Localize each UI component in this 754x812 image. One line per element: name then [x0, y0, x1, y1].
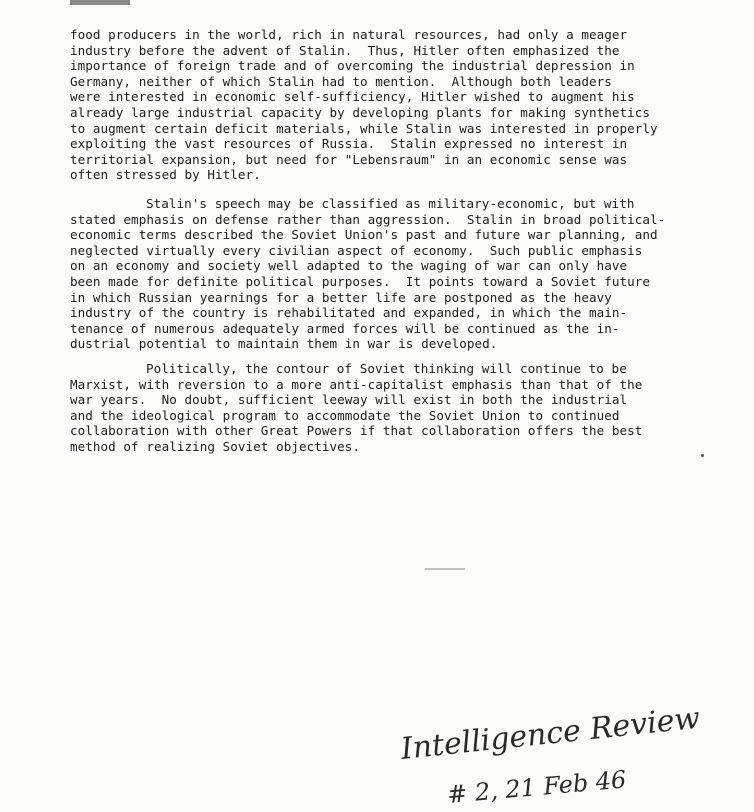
- text-line: stated emphasis on defense rather than aggression. Stalin in broad political-: [70, 211, 666, 227]
- ink-speck: [701, 454, 704, 457]
- text-line: often stressed by Hitler.: [70, 167, 261, 183]
- text-line: industry before the advent of Stalin. Thus, Hitler often emphasized the: [70, 42, 620, 58]
- cropped-text-fragment: [70, 0, 130, 5]
- text-line: war years. No doubt, sufficient leeway will exist in both the industrial: [70, 392, 628, 408]
- text-line: on an economy and society well adapted to the waging of war can only have: [70, 258, 628, 274]
- text-line: Stalin's speech may be classified as military-economic, but with: [146, 196, 635, 211]
- text-line: tenance of numerous adequately armed forces will be continued as the in-: [70, 320, 620, 336]
- text-line: and the ideological program to accommodate the Soviet Union to continued: [70, 407, 620, 423]
- text-line: neglected virtually every civilian aspect of economy. Such public emphasis: [70, 242, 643, 258]
- text-line: territorial expansion, but need for "Lebensraum" in an economic sense was: [70, 151, 628, 167]
- text-line: Germany, neither of which Stalin had to mention. Although both leaders: [70, 73, 612, 89]
- text-line: were interested in economic self-sufficiency, Hitler wished to augment his: [70, 89, 635, 105]
- text-line: industry of the country is rehabilitated and expanded, in which the main-: [70, 305, 628, 321]
- faint-dash-mark: [425, 568, 465, 570]
- text-line: method of realizing Soviet objectives.: [70, 438, 361, 454]
- text-line: importance of foreign trade and of overcoming the industrial depression in: [70, 58, 635, 74]
- text-line: Politically, the contour of Soviet thinking will continue to be: [146, 361, 627, 376]
- text-line: dustrial potential to maintain them in war is developed.: [70, 336, 498, 352]
- text-line: already large industrial capacity by developing plants for making synthetics: [70, 104, 651, 120]
- paragraph-1: [70, 27, 670, 183]
- text-line: to augment certain deficit materials, while Stalin was interested in properly: [70, 120, 658, 136]
- text-line: been made for definite political purposes. It points toward a Soviet future: [70, 273, 651, 289]
- text-line: collaboration with other Great Powers if that collaboration offers the best: [70, 423, 643, 439]
- handwritten-signature: [398, 700, 702, 810]
- text-line: in which Russian yearnings for a better life are postponed as the heavy: [70, 289, 612, 305]
- text-line: food producers in the world, rich in natural resources, had only a meager: [70, 27, 628, 42]
- paragraph-3: [70, 361, 670, 455]
- handwritten-line-1: Intelligence Review: [399, 700, 702, 767]
- handwritten-line-2: # 2, 21 Feb 46: [446, 765, 628, 809]
- text-line: Marxist, with reversion to a more anti-capitalist emphasis than that of the: [70, 376, 643, 392]
- text-line: economic terms described the Soviet Union's past and future war planning, and: [70, 227, 658, 243]
- text-line: exploiting the vast resources of Russia. Stalin expressed no interest in: [70, 136, 628, 152]
- paragraph-2: [70, 196, 670, 352]
